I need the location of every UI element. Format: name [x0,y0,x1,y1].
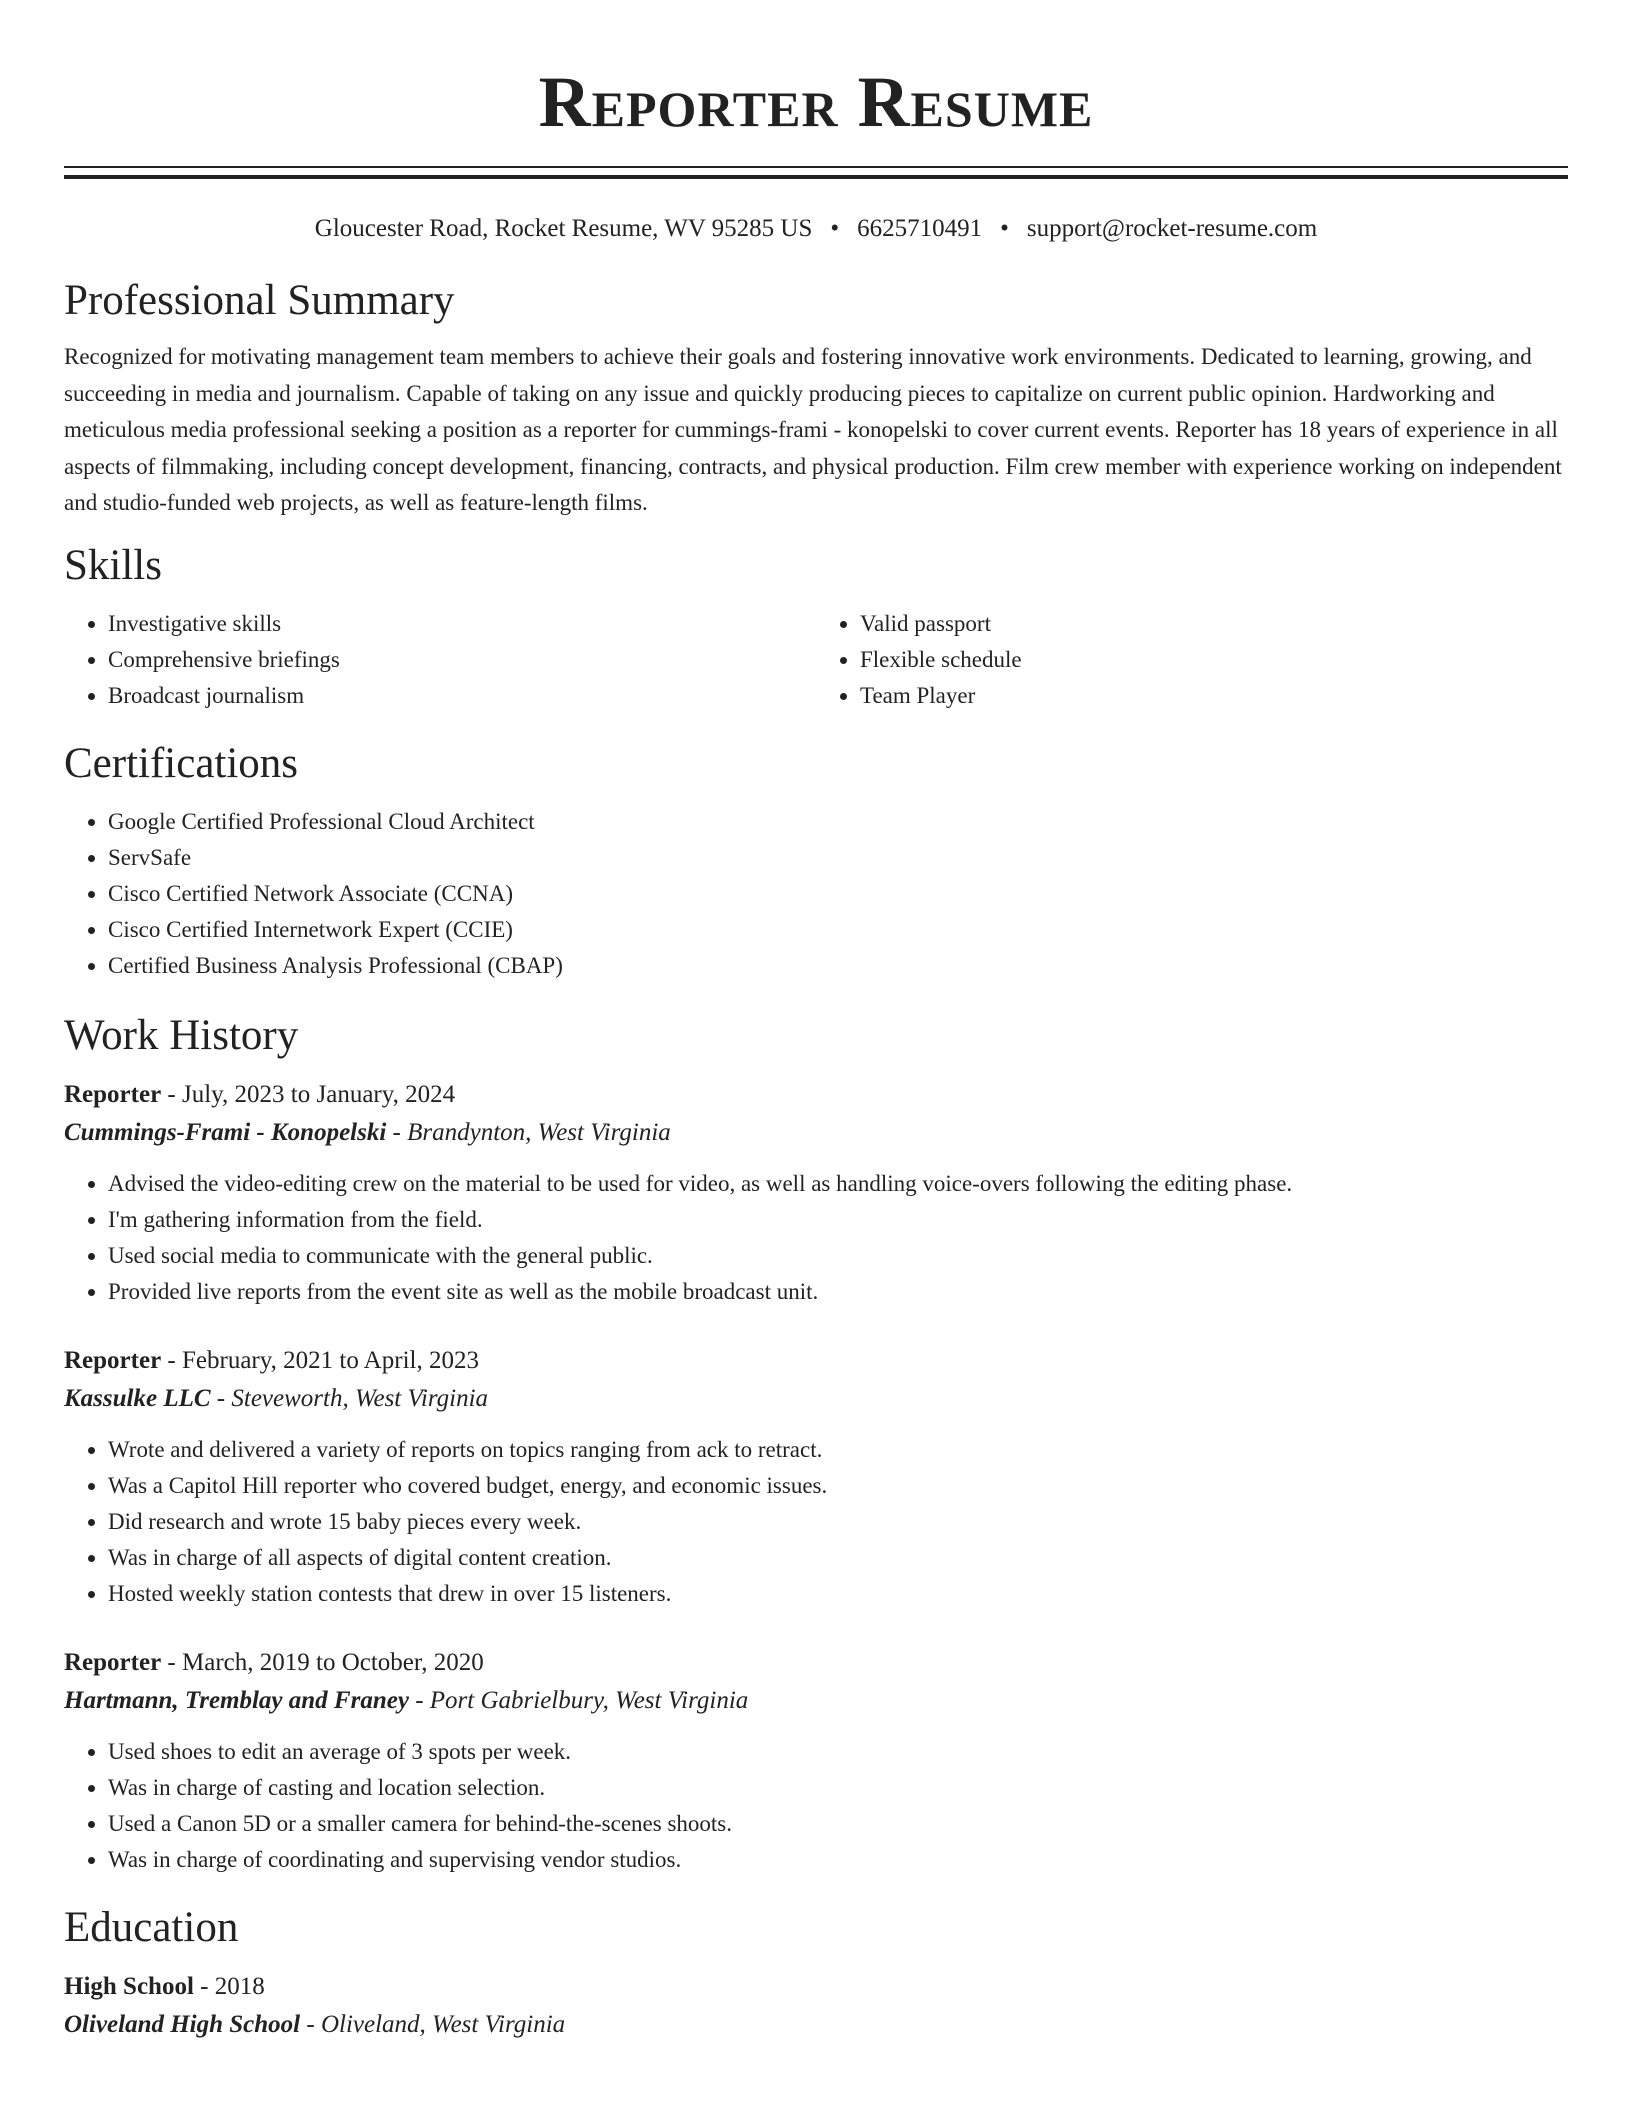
education-location: - Oliveland, West Virginia [300,2010,566,2038]
certification-item: • Cisco Certified Network Associate (CCNA) [108,876,1568,912]
job-bullet: • Advised the video-editing crew on the material to be used for video, as well as handling voice-overs following the editing phase. [108,1166,1568,1202]
skill-item: • Investigative skills [108,606,816,642]
job-company: Hartmann, Tremblay and Franey [64,1686,409,1714]
job-title: Reporter [64,1080,162,1108]
skill-item: • Flexible schedule [860,642,1568,678]
job-dates: - July, 2023 to January, 2024 [161,1080,456,1108]
contact-email: support@rocket-resume.com [1026,215,1318,242]
job-bullets [64,1734,1568,1878]
job-bullets [64,1166,1568,1310]
certification-item: • ServSafe [108,840,1568,876]
certifications-heading: Certifications [64,739,299,787]
education-year: - 2018 [193,1972,265,2000]
education-degree-line [64,1968,1568,2006]
job-bullet: • Was in charge of all aspects of digital content creation. [108,1540,1568,1576]
job-bullet: • Provided live reports from the event site as well as the mobile broadcast unit. [108,1274,1568,1310]
job-title-line [64,1644,1568,1682]
contact-address: Gloucester Road, Rocket Resume, WV 95285 US [314,215,813,242]
title-divider-thick [64,175,1568,179]
job-bullet: • Used shoes to edit an average of 3 spots per week. [108,1734,1568,1770]
job-bullet: • Wrote and delivered a variety of reports on topics ranging from ack to retract. [108,1432,1568,1468]
job-company: Cummings-Frami - Konopelski [64,1118,387,1146]
skill-item: • Comprehensive briefings [108,642,816,678]
job-location: - Port Gabrielbury, West Virginia [408,1686,749,1714]
skill-item: • Valid passport [860,606,1568,642]
bullet-separator: • [1000,215,1009,242]
skills-column-left [64,606,816,714]
job-company-line [64,1380,1568,1418]
job-title-line [64,1076,1568,1114]
skills-column-right [816,606,1568,714]
certification-item: • Cisco Certified Internetwork Expert (CCIE) [108,912,1568,948]
education-entry [64,1968,1568,2044]
job-title: Reporter [64,1346,162,1374]
job-entry [64,1342,1568,1612]
job-bullet: • Was a Capitol Hill reporter who covered budget, energy, and economic issues. [108,1468,1568,1504]
job-title-line [64,1342,1568,1380]
bullet-separator: • [830,215,840,242]
job-company: Kassulke LLC [64,1384,211,1412]
job-bullets [64,1432,1568,1612]
job-bullet: • Was in charge of coordinating and supervising vendor studios. [108,1842,1568,1878]
job-dates: - February, 2021 to April, 2023 [161,1346,479,1374]
certification-item: • Google Certified Professional Cloud Architect [108,804,1568,840]
job-entry [64,1644,1568,1878]
job-company-line [64,1114,1568,1152]
certification-item: • Certified Business Analysis Professional (CBAP) [108,948,1568,984]
resume-title: Reporter Resume [538,62,1094,142]
education-school-line [64,2006,1568,2044]
summary-heading: Professional Summary [64,277,455,324]
education-school: Oliveland High School [64,2010,301,2038]
job-bullet: • Did research and wrote 15 baby pieces every week. [108,1504,1568,1540]
skills-list [64,606,1568,714]
title-divider-thin [64,166,1568,168]
job-bullet: • I'm gathering information from the field. [108,1202,1568,1238]
summary-text: Recognized for motivating management team members to achieve their goals and fostering innovative work environments. Dedicated to learning, growing, and succeeding in media and journalism. Capable of taking on any issue and quickly producing pieces to capitalize on current public opinion. Hardworking and meticulous media professional seeking a position as a reporter for cummings-frami - konopelski to cover current events. Reporter has 18 years of experience in all aspects of filmmaking, including concept development, financing, contracts, and physical production. Film crew member with experience working on independent and studio-funded web projects, as well as feature-length films. [64,344,1562,515]
skill-item: • Broadcast journalism [108,678,816,714]
job-bullet: • Was in charge of casting and location selection. [108,1770,1568,1806]
job-company-line [64,1682,1568,1720]
skills-heading: Skills [64,541,162,589]
job-bullet: • Hosted weekly station contests that drew in over 15 listeners. [108,1576,1568,1612]
work-history-heading: Work History [64,1011,299,1059]
job-entry [64,1076,1568,1310]
education-heading: Education [64,1903,239,1951]
contact-line [64,213,1568,245]
job-title: Reporter [64,1648,162,1676]
skill-item: • Team Player [860,678,1568,714]
certifications-list [64,804,1568,984]
job-dates: - March, 2019 to October, 2020 [161,1648,484,1676]
job-bullet: • Used social media to communicate with the general public. [108,1238,1568,1274]
job-location: - Steveworth, West Virginia [210,1384,489,1412]
job-bullet: • Used a Canon 5D or a smaller camera for behind-the-scenes shoots. [108,1806,1568,1842]
job-location: - Brandynton, West Virginia [386,1118,671,1146]
education-degree: High School [64,1972,194,2000]
contact-phone: 6625710491 [857,215,983,242]
